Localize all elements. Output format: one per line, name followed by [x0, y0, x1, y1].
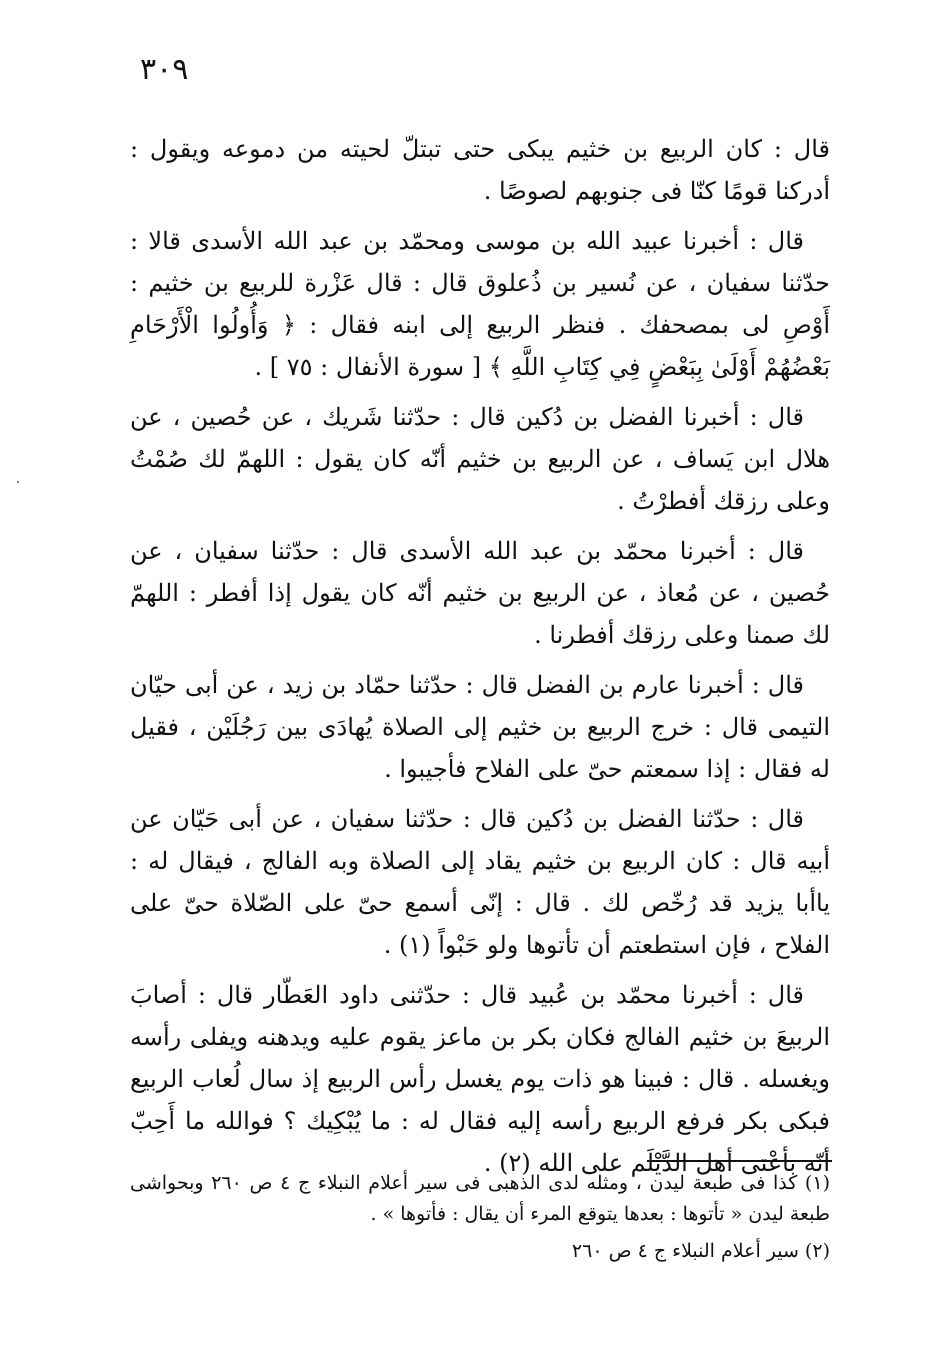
paragraph-4: قال : أخبرنا محمّد بن عبد الله الأسدى قال : حدّثنا سفيان ، عن حُصين ، عن مُعاذ ، عن الربيع بن خثيم أنّه كان يقول إذا أفطر : اللهمّ لك صمنا وعلى رزقك أفطرنا . [130, 537, 830, 649]
paragraph-5: قال : أخبرنا عارم بن الفضل قال : حدّثنا حمّاد بن زيد ، عن أبى حيّان التيمى قال : خرج الربيع بن خثيم إلى الصلاة يُهادَى بين رَجُلَيْن ، فقيل له فقال : إذا سمعتم حىّ على الفلاح فأجيبوا . [130, 671, 830, 783]
paragraph-3: قال : أخبرنا الفضل بن دُكين قال : حدّثنا شَريك ، عن حُصين ، عن هلال ابن يَساف ، عن الربيع بن خثيم أنّه كان يقول : اللهمّ لك صُمْتُ وعلى رزقك أفطرْتُ . [130, 403, 830, 515]
paragraph-1: قال : كان الربيع بن خثيم يبكى حتى تبتلّ لحيته من دموعه ويقول : أدركنا قومًا كنّا فى جنوبهم لصوصًا . [130, 135, 830, 205]
scan-speck [17, 481, 19, 483]
paragraph-6: قال : حدّثنا الفضل بن دُكين قال : حدّثنا سفيان ، عن أبى حَيّان عن أبيه قال : كان الربيع بن خثيم يقاد إلى الصلاة وبه الفالج ، فيقال له : ياأبا يزيد قد رُخّص لك . قال : إنّى أسمع حىّ على الصّلاة حىّ على الفلاح ، فإن استطعتم أن تأتوها ولو حَبْواً (١) . [130, 805, 830, 959]
paragraph-2: قال : أخبرنا عبيد الله بن موسى ومحمّد بن عبد الله الأسدى قالا : حدّثنا سفيان ، عن نُسير بن ذُعلوق قال : قال عَزْرة للربيع بن خثيم : أَوْصِ لى بمصحفك . فنظر الربيع إلى ابنه فقال : ﴿ وَأُولُوا الْأَرْحَامِ بَعْضُهُمْ أَوْلَىٰ بِبَعْضٍ فِي كِتَابِ اللَّهِ ﴾ [ سورة الأنفال : ٧٥ ] . [130, 227, 830, 381]
main-text [130, 128, 830, 1192]
footnotes [130, 1168, 830, 1273]
page-number: ٣٠٩ [140, 52, 189, 87]
paragraph-7: قال : أخبرنا محمّد بن عُبيد قال : حدّثنى داود العَطّار قال : أصابَ الربيعَ بن خثيم الفالج فكان بكر بن ماعز يقوم عليه ويدهنه ويفلى رأسه ويغسله . قال : فبينا هو ذات يوم يغسل رأس الربيع إذ سال لُعاب الربيع فبكى بكر فرفع الربيع رأسه إليه فقال له : ما يُبْكِيك ؟ فوالله ما أَحِبّ أنّه بأعْتى أهل الدَّيْلَم على الله (٢) . [130, 981, 830, 1177]
footnote-divider [647, 1160, 832, 1162]
footnote-1: (١) كذا فى طبعة ليدن ، ومثله لدى الذهبى فى سير أعلام النبلاء ج ٤ ص ٢٦٠ وبحواشى طبعة ليدن « تأتوها : بعدها يتوقع المرء أن يقال : فأتوها » . [130, 1172, 830, 1225]
footnote-2: (٢) سير أعلام النبلاء ج ٤ ص ٢٦٠ [571, 1240, 830, 1262]
